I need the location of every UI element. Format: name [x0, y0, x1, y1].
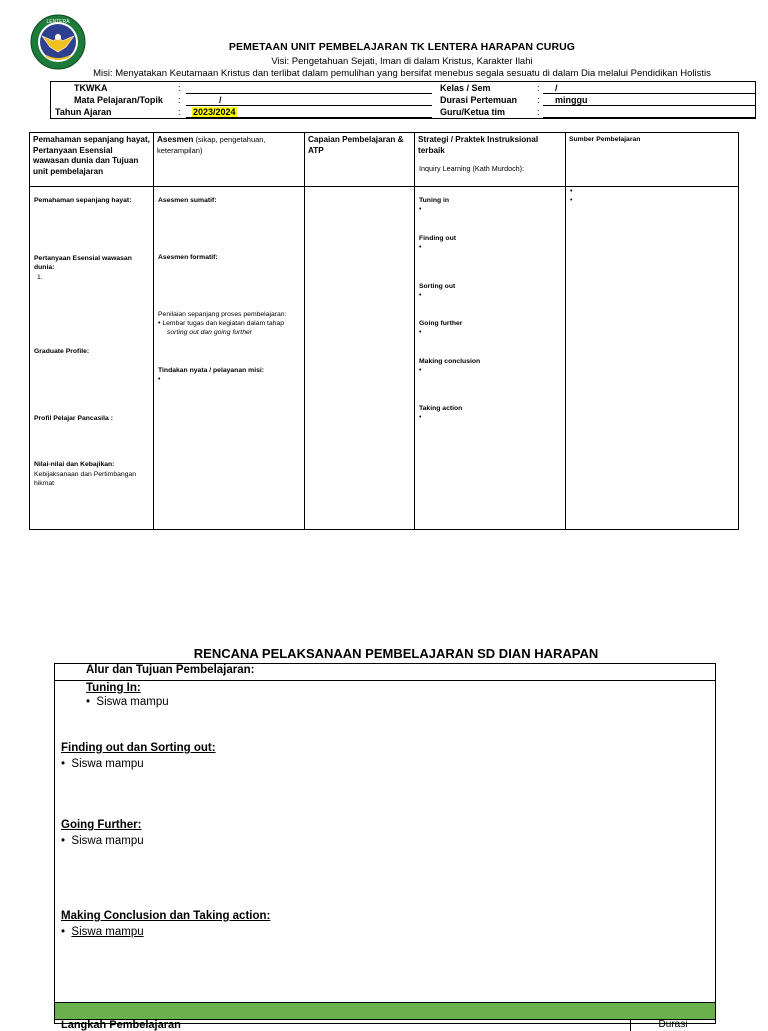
tkwka-line[interactable]: [186, 93, 432, 94]
visi-text: Visi: Pengetahuan Sejati, Iman di dalam Kristus, Karakter Ilahi: [271, 56, 533, 67]
durasi-label: Durasi Pertemuan: [440, 95, 518, 105]
header-cell-strategi: Strategi / Praktek Instruksional terbaik Inquiry Learning (Kath Murdoch):: [415, 133, 566, 187]
header-cell-sumber: Sumber Pembelajaran: [566, 133, 739, 187]
going-further-item[interactable]: • Siswa mampu: [61, 835, 144, 847]
cell-strategi[interactable]: Tuning in • Finding out • Sorting out • Going further • Making conclusion • Taking action •: [415, 187, 566, 530]
durasi-label: Durasi: [630, 1019, 715, 1031]
svg-text:LENTERA: LENTERA: [46, 19, 70, 25]
rpp-box: [54, 663, 716, 1031]
tahun-value[interactable]: 2023/2024: [193, 107, 236, 117]
header-cell-asesmen: Asesmen (sikap, pengetahuan, keterampilan): [154, 133, 305, 187]
langkah-row: [55, 1019, 715, 1031]
colon: :: [537, 95, 540, 105]
mapel-value[interactable]: /: [219, 95, 222, 105]
making-taking-item[interactable]: • Siswa mampu: [61, 926, 144, 938]
mapel-label: Mata Pelajaran/Topik: [74, 95, 163, 105]
colon: :: [537, 107, 540, 117]
alur-header: Alur dan Tujuan Pembelajaran:: [55, 664, 715, 681]
cell-capaian[interactable]: [305, 187, 415, 530]
guru-label: Guru/Ketua tim: [440, 107, 506, 117]
kelas-label: Kelas / Sem: [440, 83, 491, 93]
durasi-value[interactable]: minggu: [555, 95, 588, 105]
header-cell-pemahaman: Pemahaman sepanjang hayat, Pertanyaan Esensial wawasan dunia dan Tujuan unit pembelajaran: [30, 133, 154, 187]
tahun-label: Tahun Ajaran: [55, 107, 112, 117]
finding-sorting-item[interactable]: • Siswa mampu: [61, 758, 144, 770]
green-divider-bar: [55, 1002, 715, 1020]
cell-asesmen[interactable]: Asesmen sumatif: Asesmen formatif: Penilaian sepanjang proses pembelajaran: • Lembar tugas dan kegiatan dalam tahap sorting out dan going further Tindakan nyata / pelayanan misi: •: [154, 187, 305, 530]
colon: :: [537, 83, 540, 93]
cell-sumber[interactable]: • •: [566, 187, 739, 530]
going-further-heading: Going Further:: [61, 819, 142, 831]
kelas-line: [543, 93, 755, 94]
durasi-line: [543, 105, 755, 106]
finding-sorting-heading: Finding out dan Sorting out:: [61, 742, 216, 754]
misi-text: Misi: Menyatakan Keutamaan Kristus dan terlibat dalam pemulihan yang bersifat menebus segala sesuatu di dalam Dia melalui Pendidikan Holistis: [93, 68, 711, 79]
colon: :: [178, 83, 181, 93]
cell-pemahaman[interactable]: Pemahaman sepanjang hayat: Pertanyaan Esensial wawasan dunia: 1. Graduate Profile: Profil Pelajar Pancasila : Nilai-nilai dan Kebajikan: Kebijaksanaan dan Pertimbangan hikmat: [30, 187, 154, 530]
tuning-heading: Tuning In:: [86, 682, 141, 694]
info-box: [50, 81, 756, 119]
mapping-table: [29, 132, 739, 530]
langkah-label: Langkah Pembelajaran: [61, 1019, 181, 1031]
kelas-value[interactable]: /: [555, 83, 558, 93]
guru-line[interactable]: [543, 117, 755, 118]
mapel-line: [186, 105, 432, 106]
inquiry-subtitle: Inquiry Learning (Kath Murdoch):: [419, 164, 525, 173]
making-taking-heading: Making Conclusion dan Taking action:: [61, 910, 271, 922]
rpp-title: RENCANA PELAKSANAAN PEMBELAJARAN SD DIAN HARAPAN: [193, 646, 599, 661]
colon: :: [178, 95, 181, 105]
page-title: PEMETAAN UNIT PEMBELAJARAN TK LENTERA HARAPAN CURUG: [228, 41, 576, 53]
tuning-item[interactable]: • Siswa mampu: [86, 696, 169, 708]
colon: :: [178, 107, 181, 117]
tahun-line: [186, 117, 432, 118]
header-cell-capaian: Capaian Pembelajaran & ATP: [305, 133, 415, 187]
tkwka-label: TKWKA: [74, 83, 108, 93]
